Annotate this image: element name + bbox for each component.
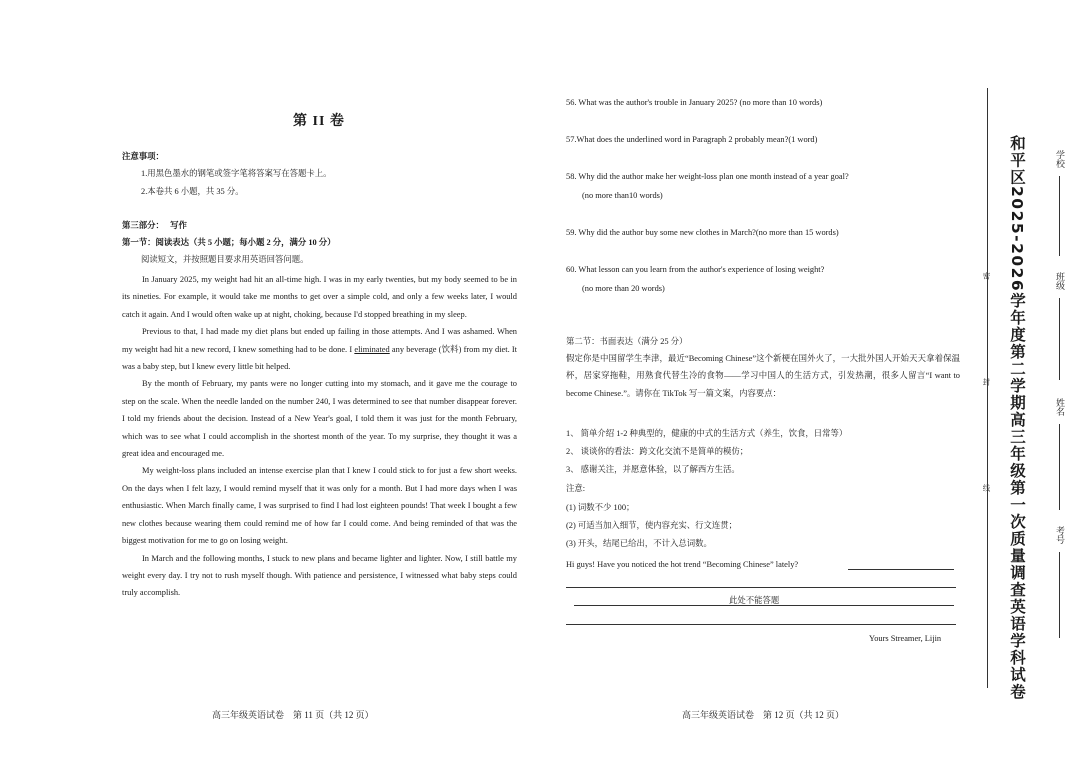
essay-closing: Yours Streamer, Lijin — [869, 634, 942, 643]
binding-mark-xian: 线 — [982, 484, 991, 492]
point-2: 2、 谈谈你的看法：跨文化交流不是简单的模仿； — [566, 447, 749, 456]
name-field — [1059, 424, 1060, 510]
question-58: 58. Why did the author make her weight-loss plan one month instead of a year goal? — [566, 172, 849, 181]
exam-number-field — [1059, 552, 1060, 638]
label-exam-number: 考号 — [1054, 526, 1064, 544]
paragraph-2: Previous to that, I had made my diet plans but ended up failing in those attempts. And I was ashamed. When my weight had hit a new record, I knew something had to be done. I eliminated any beverage (饮料) from my diet. It was a baby step, but I knew every little bit helped. — [122, 327, 518, 372]
question-60-limit: (no more than 20 words) — [582, 284, 665, 293]
answer-line — [566, 587, 956, 588]
underlined-word: eliminated — [354, 344, 390, 354]
note-2: (2) 可适当加入细节，使内容充实、行文连贯； — [566, 521, 737, 530]
note-heading: 注意: — [566, 484, 586, 493]
question-58-limit: (no more than10 words) — [582, 191, 663, 200]
question-56: 56. What was the author's trouble in January 2025? (no more than 10 words) — [566, 98, 823, 107]
label-class: 班级 — [1054, 272, 1064, 290]
page-title: 第 II 卷 — [293, 114, 345, 129]
paragraph-3: By the month of February, my pants were no longer cutting into my stomach, and it gave me the courage to step on the scale. When the needle landed on the number 240, I was determined to see that number disappear forever. I told my friends about the decision. Instead of a New Year's goal, I told them it was just for the month February, which was to see what I could accomplish in the shortest month of the year. To my surprise, they thought it was a great idea and encouraged me. — [122, 379, 517, 459]
binding-line — [987, 88, 988, 688]
binding-mark-feng: 封 — [982, 378, 991, 386]
left-page-footer: 高三年级英语试卷 第 11 页（共 12 页） — [212, 710, 374, 720]
answer-line — [574, 605, 954, 606]
point-3: 3、 感谢关注，并愿意体验，以了解西方生活。 — [566, 465, 740, 474]
label-name: 姓名 — [1054, 398, 1064, 416]
paragraph-5: In March and the following months, I stuck to new plans and became lighter and lighter. Now, I still battle my weight every day. I try not to rush myself though. With patience and persistence, I witnessed what baby steps could truly accomplish. — [122, 553, 517, 598]
part-heading: 第三部分： 写作 — [122, 221, 187, 230]
writing-prompt: 假定你是中国留学生李津，最近“Becoming Chinese”这个新梗在国外火了，一大批外国人开始天天拿着保温杯，居家穿拖鞋，用熟食代替生冷的食物——学习中国人的生活方式，引发热潮，很多人留言“I want to become Chinese.”。请你在 TikTok 写一篇文案，内容要点： — [566, 354, 960, 398]
point-1: 1、 简单介绍 1-2 种典型的，健康的中式的生活方式（养生，饮食，日常等） — [566, 429, 848, 438]
no-answer-notice: 此处不能答题 — [729, 596, 780, 605]
label-school: 学校 — [1054, 150, 1064, 168]
section2-heading: 第二节：书面表达（满分 25 分） — [566, 337, 688, 346]
class-field — [1059, 298, 1060, 380]
notice-item-2: 2.本卷共 6 小题，共 35 分。 — [141, 187, 244, 196]
question-59: 59. Why did the author buy some new clothes in March?(no more than 15 words) — [566, 228, 839, 237]
paragraph-4: My weight-loss plans included an intense exercise plan that I knew I could stick to for just a few short weeks. On the days when I felt lazy, I would remind myself that it was only for a month. But I had more days when I was enthusiastic. When March finally came, I was surprised to find I had lost eighteen pounds! That week I bought a few new clothes because wearing them could remind me of how far I could come. And being reminded of that was the biggest motivation for me to go on losing weight. — [122, 466, 517, 546]
answer-line — [566, 624, 956, 625]
section1-heading: 第一节：阅读表达（共 5 小题；每小题 2 分，满分 10 分） — [122, 238, 336, 247]
right-page-footer: 高三年级英语试卷 第 12 页（共 12 页） — [682, 710, 845, 720]
note-3: (3) 开头，结尾已给出，不计入总词数。 — [566, 539, 712, 548]
exam-title: 和平区2025-2026学年度第二学期高三年级第一次质量调查英语学科试卷 — [1008, 135, 1026, 701]
note-1: (1) 词数不少 100； — [566, 503, 635, 512]
section1-instruction: 阅读短文，并按照题目要求用英语回答问题。 — [141, 255, 309, 264]
notice-item-1: 1.用黑色墨水的钢笔或签字笔将答案写在答题卡上。 — [141, 169, 332, 178]
question-57: 57.What does the underlined word in Paragraph 2 probably mean?(1 word) — [566, 135, 818, 144]
answer-line — [848, 569, 954, 570]
binding-mark-mi: 密 — [982, 272, 991, 280]
essay-opening: Hi guys! Have you noticed the hot trend “Becoming Chinese” lately? — [566, 560, 799, 569]
paragraph-1: In January 2025, my weight had hit an all-time high. I was in my early twenties, but my body seemed to be in its nineties. For example, it would take me months to get over a simple cold, and only a few weeks later, I would catch it again. And I would often wake up at night, choking, because I'd stopped breathing in my sleep. — [122, 275, 517, 319]
school-field — [1059, 176, 1060, 256]
notice-heading: 注意事项： — [122, 152, 164, 161]
question-60: 60. What lesson can you learn from the author's experience of losing weight? — [566, 265, 825, 274]
reading-passage — [122, 271, 517, 602]
